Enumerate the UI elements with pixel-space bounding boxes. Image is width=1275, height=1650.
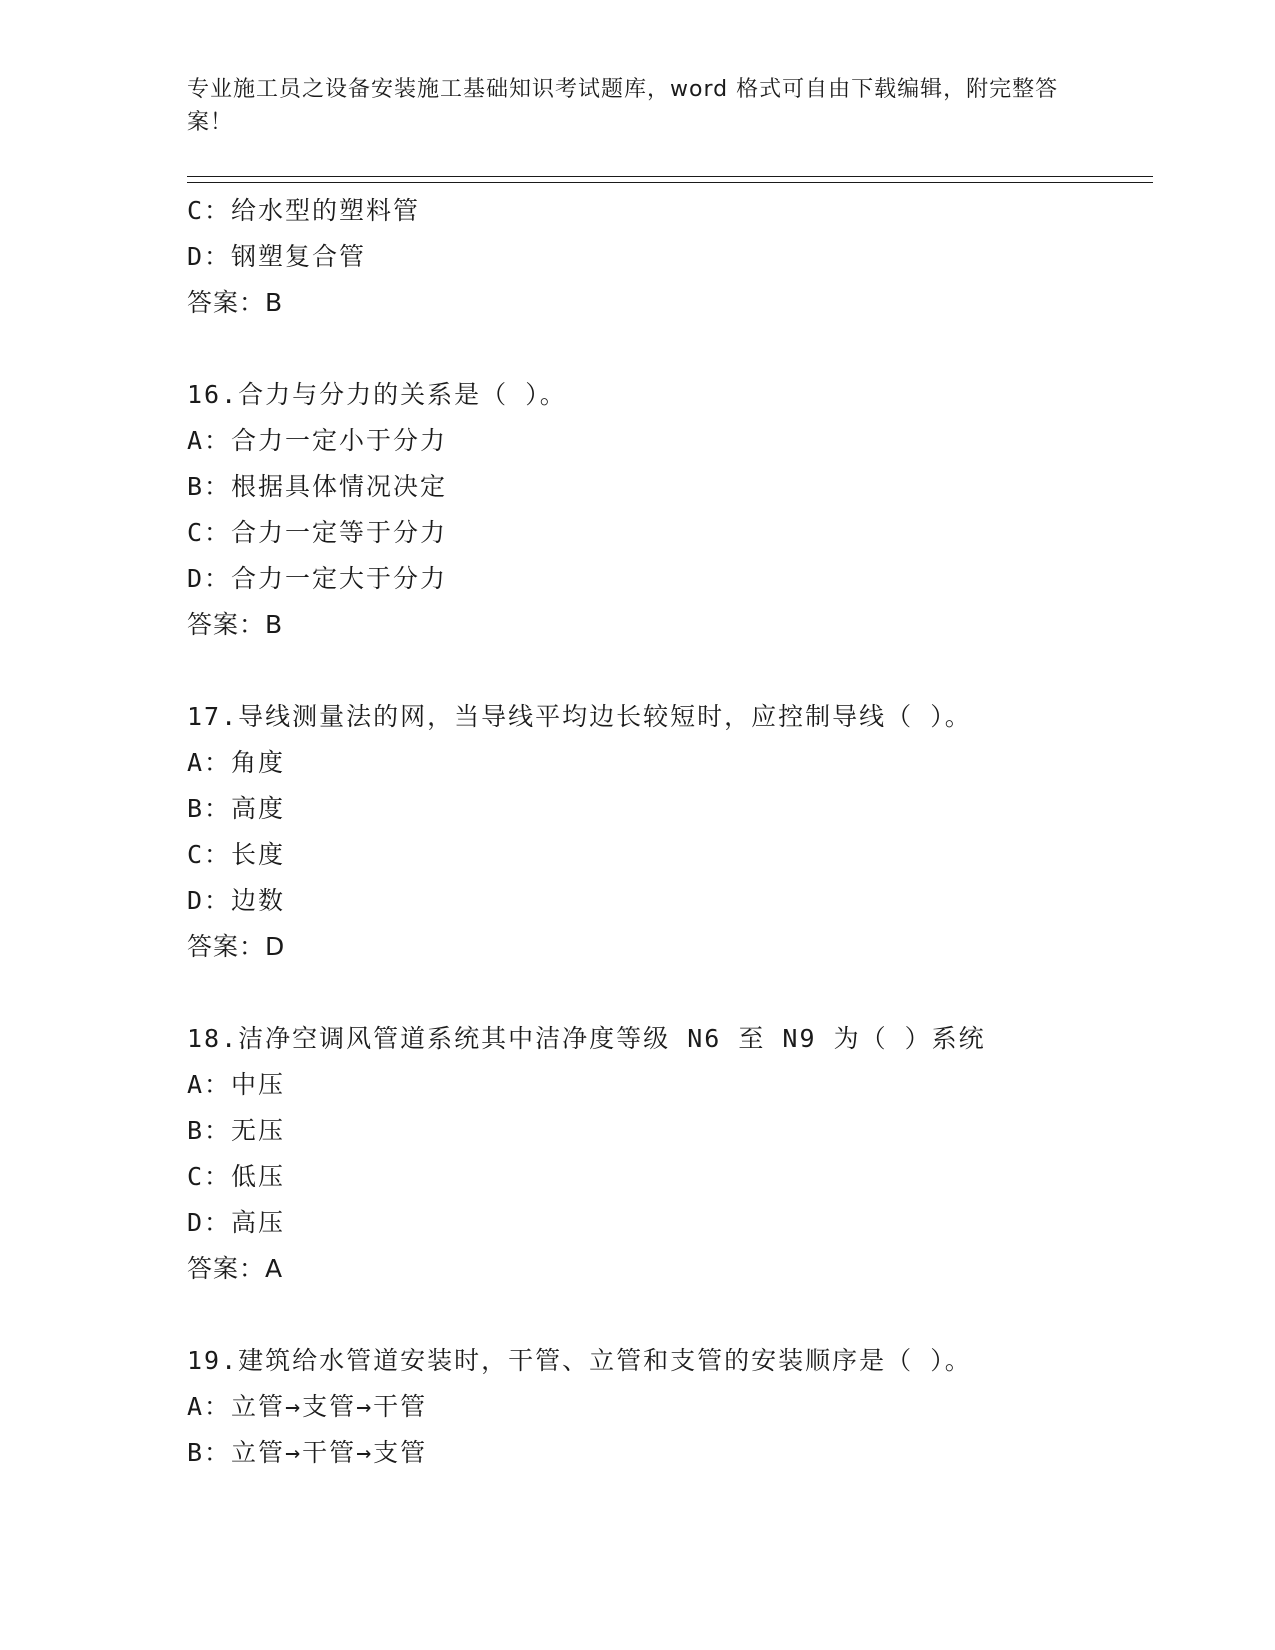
q17-option-a: A：角度 [187, 748, 286, 777]
header-divider-top [187, 176, 1153, 177]
q18-option-c: C：低压 [187, 1162, 286, 1191]
spacer [187, 326, 1187, 372]
q19-option-a: A：立管→支管→干管 [187, 1392, 428, 1421]
q17-option-b: B：高度 [187, 794, 286, 823]
q19-question: 19.建筑给水管道安装时，干管、立管和支管的安装顺序是（ ）。 [187, 1346, 972, 1375]
q18-answer: 答案：A [187, 1254, 284, 1283]
q15-option-c: C：给水型的塑料管 [187, 196, 421, 225]
q16-option-d: D：合力一定大于分力 [187, 564, 448, 593]
q17-option-d: D：边数 [187, 886, 286, 915]
q16-option-a: A：合力一定小于分力 [187, 426, 448, 455]
q18-option-d: D：高压 [187, 1208, 286, 1237]
question-list [187, 188, 1187, 1476]
q17-question: 17.导线测量法的网，当导线平均边长较短时，应控制导线（ ）。 [187, 702, 972, 731]
q16-answer: 答案：B [187, 610, 284, 639]
spacer [187, 970, 1187, 1016]
q17-option-c: C：长度 [187, 840, 286, 869]
q16-question: 16.合力与分力的关系是（ ）。 [187, 380, 567, 409]
q16-option-b: B：根据具体情况决定 [187, 472, 448, 501]
q19-option-b: B：立管→干管→支管 [187, 1438, 428, 1467]
q17-answer: 答案：D [187, 932, 286, 961]
q18-option-a: A：中压 [187, 1070, 286, 1099]
q15-option-d: D：钢塑复合管 [187, 242, 367, 271]
q16-option-c: C：合力一定等于分力 [187, 518, 448, 547]
spacer [187, 648, 1187, 694]
q18-question: 18.洁净空调风管道系统其中洁净度等级 N6 至 N9 为（ ）系统 [187, 1024, 986, 1053]
spacer [187, 1292, 1187, 1338]
document-header-title: 专业施工员之设备安装施工基础知识考试题库，word 格式可自由下载编辑，附完整答案！ [187, 77, 1059, 135]
header-divider-bottom [187, 182, 1153, 183]
q15-answer: 答案：B [187, 288, 284, 317]
q18-option-b: B：无压 [187, 1116, 286, 1145]
